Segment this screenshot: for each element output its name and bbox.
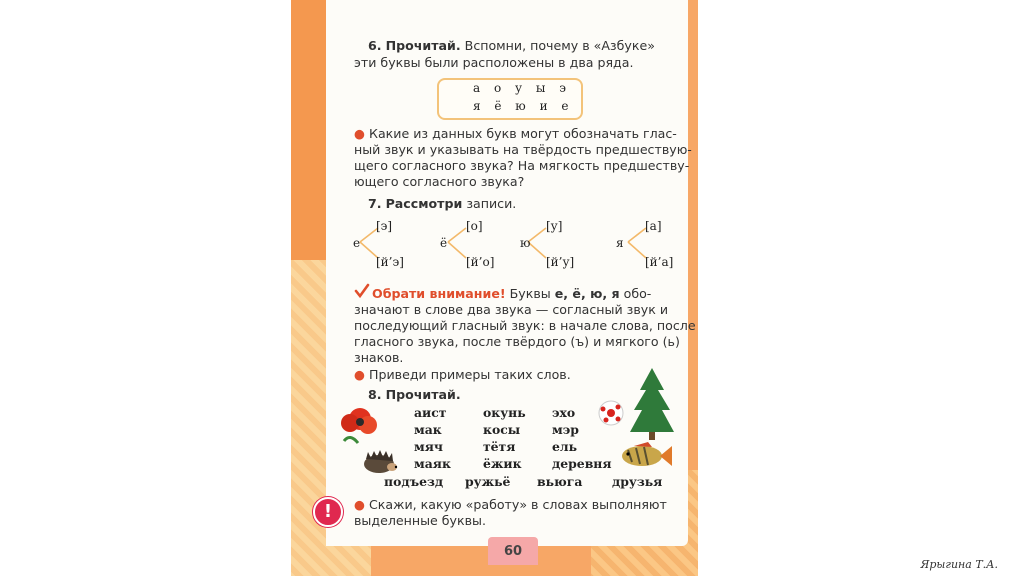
author-signature: Ярыгина Т.А. [920, 558, 998, 571]
word-list-item: вьюга [537, 474, 583, 489]
word-list-item: подъезд [384, 474, 444, 489]
note-line-3: последующий гласный звук: в начале слова, после [354, 318, 696, 333]
exercise-6-question-3: щего согласного звука? На мягкость предшеству- [354, 158, 690, 173]
scheme-letter-ya: я [616, 236, 624, 250]
exercise-6-question-2: ный звук и указывать на твёрдость предшествую- [354, 142, 692, 157]
exercise-8-header: 8. Прочитай. [368, 387, 461, 402]
word-list-item: друзья [612, 474, 663, 489]
scheme-letter-e: е [353, 236, 361, 250]
letters-row-2: я ё ю и е [473, 99, 574, 113]
football-image [598, 400, 624, 426]
scheme-sound-e-top: [э] [376, 219, 393, 233]
warning-icon: ! [313, 497, 343, 527]
word-list-item: окунь [483, 405, 526, 420]
word-list-item: деревня [552, 456, 612, 471]
poppy-flower-image [336, 403, 380, 449]
word-list-item: ружьё [465, 474, 511, 489]
word-list-item: мяч [414, 439, 443, 454]
scheme-sound-yo-bottom: [й’о] [466, 255, 495, 269]
note-prompt: ● Приведи примеры таких слов. [354, 367, 571, 382]
note-line-5: знаков. [354, 350, 404, 365]
word-list-item: мак [414, 422, 442, 437]
scheme-sound-e-bottom: [й’э] [376, 255, 404, 269]
exercise-8-task-2: выделенные буквы. [354, 513, 486, 528]
word-list-item: ёжик [483, 456, 522, 471]
note-line-2: значают в слове два звука — согласный звук и [354, 302, 669, 317]
exercise-8-task-1: ● Скажи, какую «работу» в словах выполняют [354, 497, 667, 512]
exercise-6-question-4: ющего согласного звука? [354, 174, 525, 189]
exercise-6-question-1: ● Какие из данных букв могут обозначать глас- [354, 126, 677, 141]
fir-tree-image [628, 366, 676, 442]
scheme-sound-ya-bottom: [й’а] [645, 255, 674, 269]
note-line-4: гласного звука, после твёрдого (ъ) и мягкого (ь) [354, 334, 680, 349]
word-list-item: мэр [552, 422, 579, 437]
word-list-item: косы [483, 422, 521, 437]
note-line-1: Обрати внимание! Буквы е, ё, ю, я обо- [372, 286, 652, 301]
scheme-letter-yu: ю [520, 236, 531, 250]
word-list-item: маяк [414, 456, 451, 471]
page-number: 60 [488, 537, 538, 565]
scheme-sound-yu-bottom: [й’у] [546, 255, 575, 269]
scheme-sound-yu-top: [у] [546, 219, 563, 233]
word-list-item: ель [552, 439, 578, 454]
letters-row-1: а о у ы э [473, 81, 571, 95]
exercise-7-header: 7. Рассмотри записи. [368, 196, 517, 211]
exercise-6-header: 6. Прочитай. Вспомни, почему в «Азбуке» [368, 38, 655, 53]
exercise-6-line2: эти буквы были расположены в два ряда. [354, 55, 634, 70]
perch-fish-image [618, 440, 674, 472]
word-list-item: тётя [483, 439, 516, 454]
cover-band [291, 0, 331, 260]
scheme-sound-ya-top: [а] [645, 219, 662, 233]
scheme-sound-yo-top: [о] [466, 219, 483, 233]
word-list-item: эхо [552, 405, 576, 420]
checkmark-icon [354, 283, 370, 299]
hedgehog-image [362, 449, 398, 475]
word-list-item: аист [414, 405, 447, 420]
scheme-letter-yo: ё [440, 236, 448, 250]
